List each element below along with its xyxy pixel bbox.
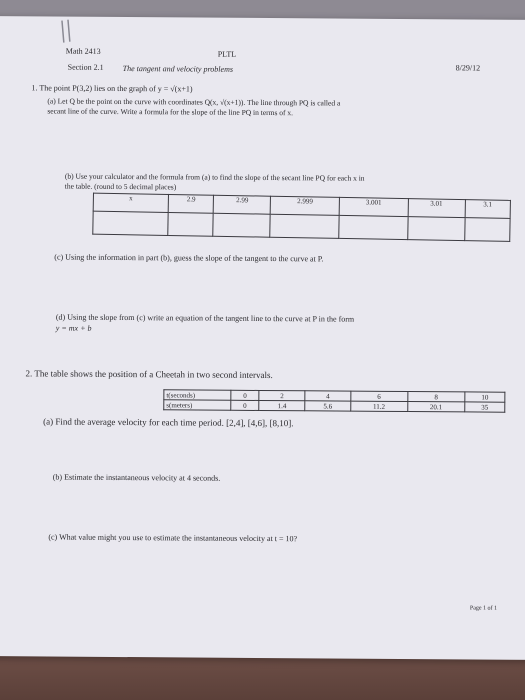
secant-slope-table	[92, 193, 511, 242]
table-cell	[213, 213, 270, 237]
table-cell	[339, 215, 408, 239]
instructor-label: PLTL	[217, 49, 237, 59]
table-cell: 4	[305, 391, 351, 401]
table-header-cell: s(meters)	[164, 400, 231, 410]
table-cell: 20.1	[407, 402, 465, 412]
table-cell	[168, 212, 214, 236]
page-number: Page 1 of 1	[469, 605, 498, 612]
table-cell: 2.9	[168, 194, 214, 213]
table-row	[164, 400, 505, 412]
table-cell: 5.6	[305, 401, 351, 411]
table-cell	[407, 217, 464, 241]
table-cell: 2	[259, 390, 305, 400]
table-cell: 2.99	[214, 195, 271, 214]
table-cell: 1.4	[259, 400, 305, 410]
section-label: Section 2.1	[67, 62, 104, 72]
problem1-part-c: (c) Using the information in part (b), guess the slope of the tangent to the curve at P.	[54, 252, 324, 264]
table-cell: 0	[231, 390, 259, 400]
problem1-part-d-line1: (d) Using the slope from (c) write an equation of the tangent line to the curve at P in the form	[55, 312, 355, 324]
problem2-part-a: (a) Find the average velocity for each time period. [2,4], [4,6], [8,10].	[43, 416, 294, 429]
table-cell: 11.2	[351, 401, 408, 411]
problem2-intro: 2. The table shows the position of a Cheetah in two second intervals.	[25, 368, 273, 381]
table-cell: 0	[231, 400, 259, 410]
table-cell: 3.1	[465, 200, 511, 219]
table-cell	[270, 214, 339, 238]
table-cell: 2.999	[271, 196, 340, 215]
problem2-part-c: (c) What value might you use to estimate the instantaneous velocity at t = 10?	[48, 532, 298, 544]
table-cell: 3.001	[339, 197, 408, 216]
problem1-part-a-line1: (a) Let Q be the point on the curve with coordinates Q(x, √(x+1)). The line through PQ is called a	[47, 96, 341, 108]
table-cell: 35	[465, 402, 505, 412]
table-cell	[464, 218, 510, 242]
table-cell: 8	[407, 392, 465, 402]
table-header-cell: x	[93, 193, 168, 212]
table-header-cell: t(seconds)	[164, 390, 231, 400]
topic-label: The tangent and velocity problems	[122, 64, 234, 74]
course-label: Math 2413	[65, 46, 101, 56]
problem1-intro: 1. The point P(3,2) lies on the graph of y = √(x+1)	[31, 83, 193, 94]
date-label: 8/29/12	[455, 63, 481, 73]
table-cell	[93, 211, 168, 235]
cheetah-position-table	[163, 389, 505, 412]
table-cell: 6	[351, 391, 408, 401]
problem1-part-b-line2: the table. (round to 5 decimal places)	[64, 181, 177, 192]
table-cell: 10	[465, 392, 505, 402]
problem1-part-b-line1: (b) Use your calculator and the formula from (a) to find the slope of the secant line PQ for each x in	[64, 171, 365, 183]
problem1-part-d-line2: y = mx + b	[55, 323, 92, 333]
pen-marks-icon	[58, 17, 88, 47]
worksheet-page	[0, 16, 525, 660]
problem2-part-b: (b) Estimate the instantaneous velocity at 4 seconds.	[52, 472, 221, 483]
problem1-part-a-line2: secant line of the curve. Write a formula for the slope of the line PQ in terms of x.	[47, 106, 294, 118]
table-cell: 3.01	[408, 199, 465, 218]
